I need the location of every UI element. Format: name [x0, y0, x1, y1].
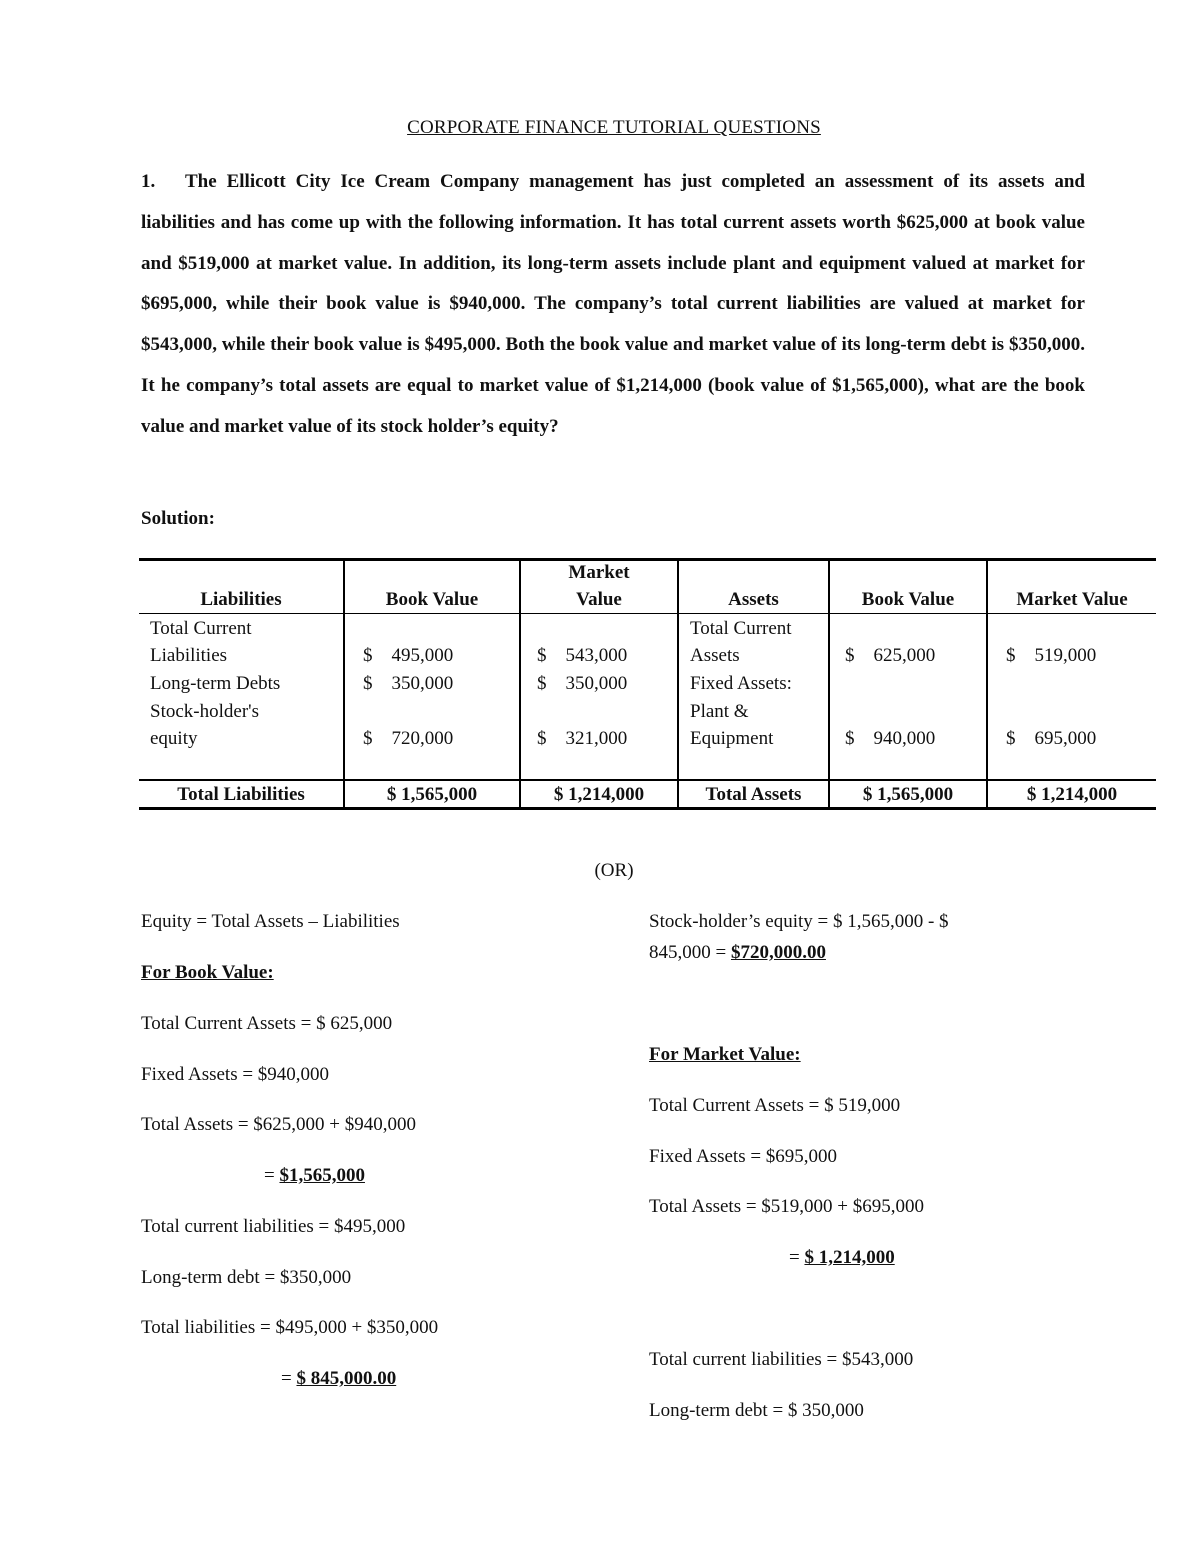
balance-sheet-table: [139, 558, 1156, 810]
market-total-current-liabilities: Total current liabilities = $543,000: [649, 1349, 914, 1370]
asset-label: Total Current: [690, 618, 792, 639]
book-long-term-debt: Long-term debt = $350,000: [141, 1267, 352, 1288]
liab-label: equity: [150, 728, 198, 749]
total-liabilities-market: $ 1,214,000: [553, 784, 645, 805]
question-text: The Ellicott City Ice Cream Company management has just completed an assessment of its assets and liabilities and has come up with the following information. It has total current assets worth $625,000 at book value and $519,000 at market value. In addition, its long-term assets include plant and equipment valued at market for $695,000, while their book value is $940,000. The company’s total current liabilities are valued at market for $543,000, while their book value is $495,000. Both the book value and market value of its long-term debt is $350,000. It he company’s total assets are equal to market value of $1,214,000 (book value of $1,565,000), what are the book value and market value of its stock holder’s equity?: [141, 171, 1085, 437]
total-liabilities-book: $ 1,565,000: [386, 784, 478, 805]
liab-market-value: $ 543,000: [537, 645, 628, 666]
header-market-value-assets: Market Value: [1016, 589, 1128, 610]
or-separator: (OR): [594, 860, 634, 881]
header-book-value: Book Value: [385, 589, 479, 610]
header-assets: Assets: [728, 589, 779, 610]
book-total-liabilities-result: [281, 1368, 396, 1390]
header-market-line1: Market: [568, 562, 630, 583]
page-title: CORPORATE FINANCE TUTORIAL QUESTIONS: [407, 117, 821, 138]
liab-label: Stock-holder's: [150, 701, 259, 722]
asset-book-value: $ 625,000: [845, 645, 936, 666]
asset-label: Equipment: [690, 728, 774, 749]
book-fixed-assets: Fixed Assets = $940,000: [141, 1064, 330, 1085]
equity-book-result: $720,000.00: [730, 942, 826, 963]
liab-label: Long-term Debts: [150, 673, 281, 694]
book-total-current-liabilities: Total current liabilities = $495,000: [141, 1216, 406, 1237]
book-total-assets-value: $1,565,000: [279, 1165, 365, 1186]
book-total-current-assets: Total Current Assets = $ 625,000: [141, 1013, 393, 1034]
book-total-assets-result: [264, 1165, 365, 1187]
market-total-assets: Total Assets = $519,000 + $695,000: [649, 1196, 925, 1217]
market-fixed-assets: Fixed Assets = $695,000: [649, 1146, 838, 1167]
asset-label: Fixed Assets:: [690, 673, 792, 694]
asset-book-value: $ 940,000: [845, 728, 936, 749]
market-total-assets-result: [789, 1247, 895, 1269]
liab-book-value: $ 720,000: [363, 728, 454, 749]
liab-book-value: $ 350,000: [363, 673, 454, 694]
solution-label: Solution:: [141, 508, 215, 529]
equity-calc-line2: [649, 942, 826, 964]
header-book-value-assets: Book Value: [861, 589, 955, 610]
total-assets-label: Total Assets: [705, 784, 802, 805]
asset-label: Plant &: [690, 701, 749, 722]
total-liabilities-label: Total Liabilities: [177, 784, 305, 805]
total-assets-market: $ 1,214,000: [1026, 784, 1118, 805]
book-total-liabilities: Total liabilities = $495,000 + $350,000: [141, 1317, 439, 1338]
liab-market-value: $ 350,000: [537, 673, 628, 694]
book-value-heading: For Book Value:: [141, 962, 274, 983]
asset-market-value: $ 519,000: [1006, 645, 1097, 666]
question-1: [141, 162, 1085, 448]
liab-market-value: $ 321,000: [537, 728, 628, 749]
book-total-liabilities-value: $ 845,000.00: [296, 1368, 397, 1389]
liab-label: Total Current: [150, 618, 252, 639]
market-total-assets-value: $ 1,214,000: [804, 1247, 895, 1268]
market-value-heading: For Market Value:: [649, 1044, 801, 1065]
market-total-current-assets: Total Current Assets = $ 519,000: [649, 1095, 901, 1116]
total-assets-book: $ 1,565,000: [862, 784, 954, 805]
header-liabilities: Liabilities: [200, 589, 282, 610]
equity-formula: Equity = Total Assets – Liabilities: [141, 911, 400, 932]
market-long-term-debt: Long-term debt = $ 350,000: [649, 1400, 864, 1421]
header-market-line2: Value: [576, 589, 622, 610]
equity-calc-text: 845,000 =: [649, 942, 727, 963]
equals-sign: =: [789, 1247, 800, 1268]
liab-label: Liabilities: [150, 645, 228, 666]
question-number: 1.: [141, 171, 156, 192]
asset-label: Assets: [690, 645, 740, 666]
book-total-assets: Total Assets = $625,000 + $940,000: [141, 1114, 417, 1135]
equity-calc-line1: Stock-holder’s equity = $ 1,565,000 - $: [649, 911, 949, 932]
asset-market-value: $ 695,000: [1006, 728, 1097, 749]
liab-book-value: $ 495,000: [363, 645, 454, 666]
equals-sign: =: [281, 1368, 292, 1389]
equals-sign: =: [264, 1165, 275, 1186]
